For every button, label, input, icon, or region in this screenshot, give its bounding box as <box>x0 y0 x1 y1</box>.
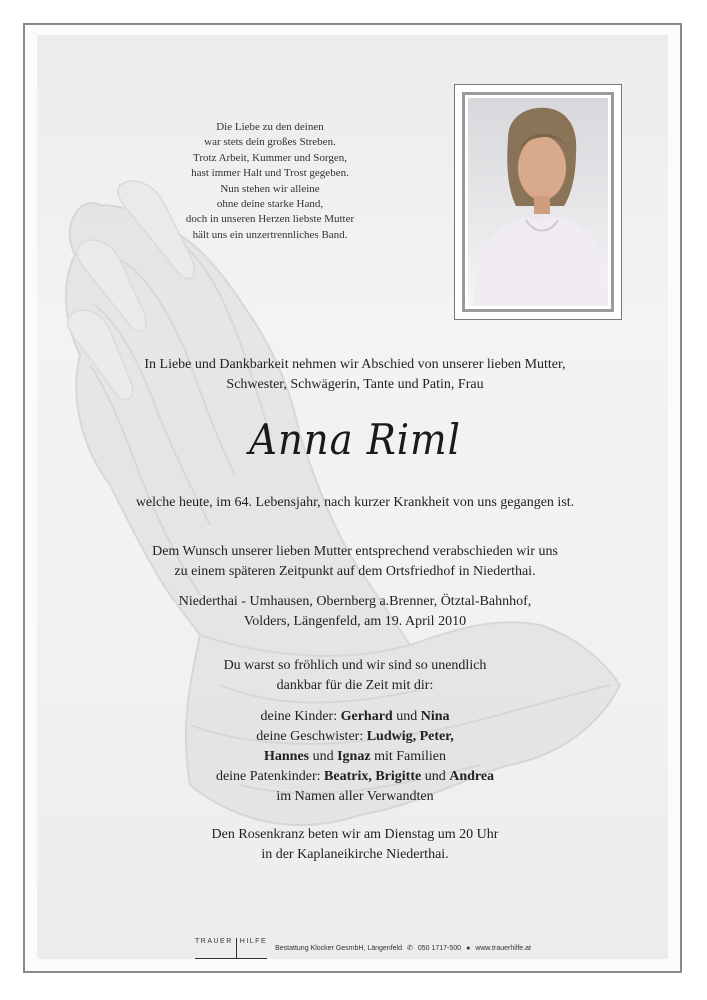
poem-line: ohne deine starke Hand, <box>216 198 324 211</box>
company-name: Bestattung Klocker GesmbH, Längenfeld <box>275 944 402 952</box>
portrait-photo <box>468 98 608 306</box>
poem <box>170 120 370 243</box>
rosary-line: in der Kaplaneikirche Niederthai. <box>261 847 449 862</box>
death-notice-line <box>80 493 630 513</box>
siblings-line: deine Geschwister: Ludwig, Peter, <box>256 729 454 744</box>
death-line: welche heute, im 64. Lebensjahr, nach kurzer Krankheit von uns gegangen ist. <box>135 495 575 510</box>
children-line: deine Kinder: Gerhard und Nina <box>260 709 450 724</box>
farewell-line: dankbar für die Zeit mit dir: <box>276 678 434 693</box>
poem-line: Trotz Arbeit, Kummer und Sorgen, <box>193 151 347 164</box>
trauerhilfe-logo: TRAUER HILFE <box>195 938 267 959</box>
phone-icon: ✆ <box>406 945 413 952</box>
date-line: Volders, Längenfeld, am 19. April 2010 <box>243 614 467 629</box>
portrait-frame <box>454 84 622 320</box>
wish-text <box>80 542 630 582</box>
company-website[interactable]: www.trauerhilfe.at <box>475 944 531 952</box>
poem-line: war stets dein großes Streben. <box>204 136 336 149</box>
poem-line: doch in unseren Herzen liebste Mutter <box>185 213 355 226</box>
place-line: Niederthai - Umhausen, Obernberg a.Brenner, Ötztal-Bahnhof, <box>178 594 532 609</box>
intro-line: In Liebe und Dankbarkeit nehmen wir Abschied von unserer lieben Mutter, <box>144 357 566 372</box>
wish-line: Dem Wunsch unserer lieben Mutter entsprechend verabschieden wir uns <box>152 544 558 559</box>
company-phone[interactable]: 050 1717-500 <box>417 944 462 952</box>
poem-line: hält uns ein unzertrennliches Band. <box>192 228 348 241</box>
rosary-line: Den Rosenkranz beten wir am Dienstag um 20 Uhr <box>211 827 499 842</box>
web-icon: ● <box>466 944 471 952</box>
intro-line: Schwester, Schwägerin, Tante und Patin, Frau <box>226 377 484 392</box>
rosary-text <box>80 825 630 865</box>
siblings-line-2: Hannes und Ignaz mit Familien <box>263 749 447 764</box>
place-date <box>80 592 630 632</box>
farewell-text <box>80 656 630 696</box>
poem-line: Die Liebe zu den deinen <box>216 121 324 133</box>
deceased-name: Anna Riml <box>249 415 461 464</box>
mourners-list <box>80 707 630 807</box>
godchildren-line: deine Patenkinder: Beatrix, Brigitte und Andrea <box>215 769 495 784</box>
poem-line: hast immer Halt und Trost gegeben. <box>191 167 349 180</box>
wish-line: zu einem späteren Zeitpunkt auf dem Ortsfriedhof in Niederthai. <box>174 564 536 579</box>
poem-line: Nun stehen wir alleine <box>220 182 320 195</box>
farewell-line: Du warst so fröhlich und wir sind so unendlich <box>223 658 487 673</box>
relatives-line: im Namen aller Verwandten <box>276 789 434 804</box>
intro-text <box>80 355 630 395</box>
footer <box>195 937 531 954</box>
